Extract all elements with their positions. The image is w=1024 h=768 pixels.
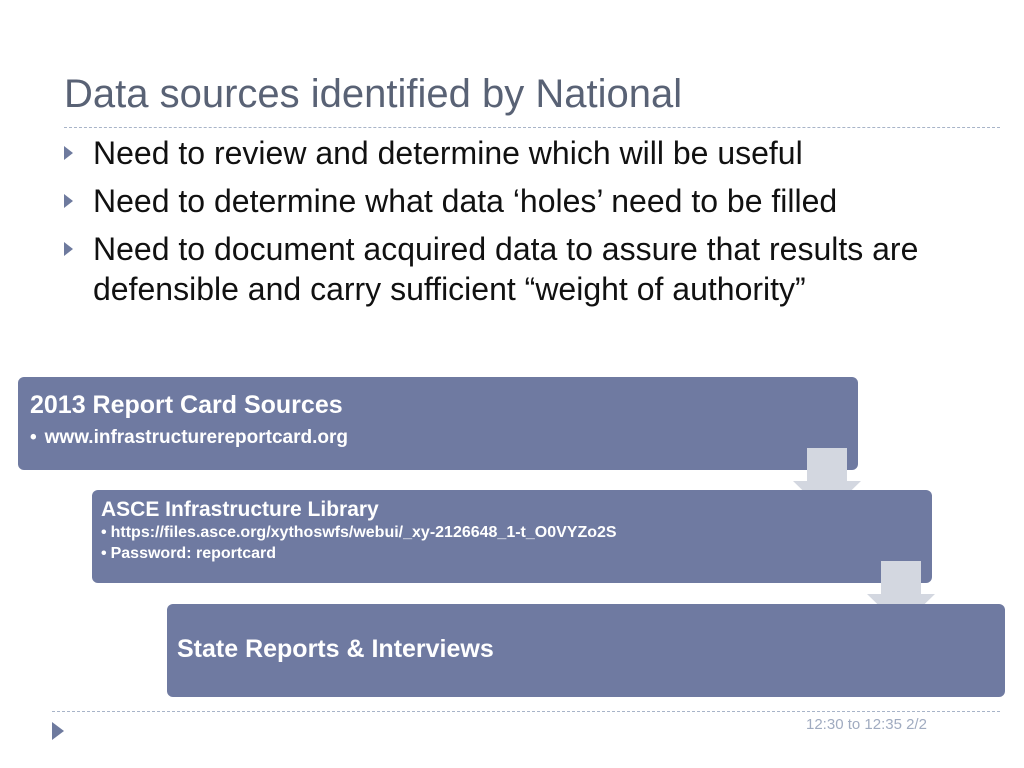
process-step-report-card-sources (18, 377, 858, 470)
step-heading: ASCE Infrastructure Library (101, 498, 379, 521)
step-item-text: https://files.asce.org/xythoswfs/webui/_xy-2126648_1-t_O0VYZo2S (110, 524, 617, 541)
step-item-text: www.infrastructurereportcard.org (44, 427, 349, 448)
step-item: • www.infrastructurereportcard.org (30, 427, 349, 448)
bullet-item (64, 181, 984, 221)
process-step-asce-library (92, 490, 932, 583)
bullet-list (64, 133, 984, 317)
step-item: • https://files.asce.org/xythoswfs/webui/_xy-2126648_1-t_O0VYZo2S (101, 524, 617, 541)
bullet-arrow-icon (64, 194, 73, 208)
step-heading: State Reports & Interviews (177, 635, 494, 663)
step-item: • Password: reportcard (101, 545, 276, 562)
process-step-state-reports (167, 604, 1005, 697)
bullet-item (64, 229, 984, 309)
step-heading: 2013 Report Card Sources (30, 391, 343, 419)
bullet-text: Need to review and determine which will be useful (93, 135, 803, 171)
step-item-text: Password: reportcard (110, 545, 276, 562)
footer-text: 12:30 to 12:35 2/2 (806, 716, 927, 733)
bullet-text: Need to document acquired data to assure that results are defensible and carry sufficient “weight of authority” (93, 231, 919, 307)
bullet-arrow-icon (64, 146, 73, 160)
bullet-text: Need to determine what data ‘holes’ need to be filled (93, 183, 838, 219)
title-divider (64, 127, 1000, 128)
slide-title: Data sources identified by National (64, 72, 683, 116)
footer-divider (52, 711, 1000, 712)
bullet-item (64, 133, 984, 173)
bullet-arrow-icon (64, 242, 73, 256)
nav-next-icon[interactable] (52, 722, 64, 740)
